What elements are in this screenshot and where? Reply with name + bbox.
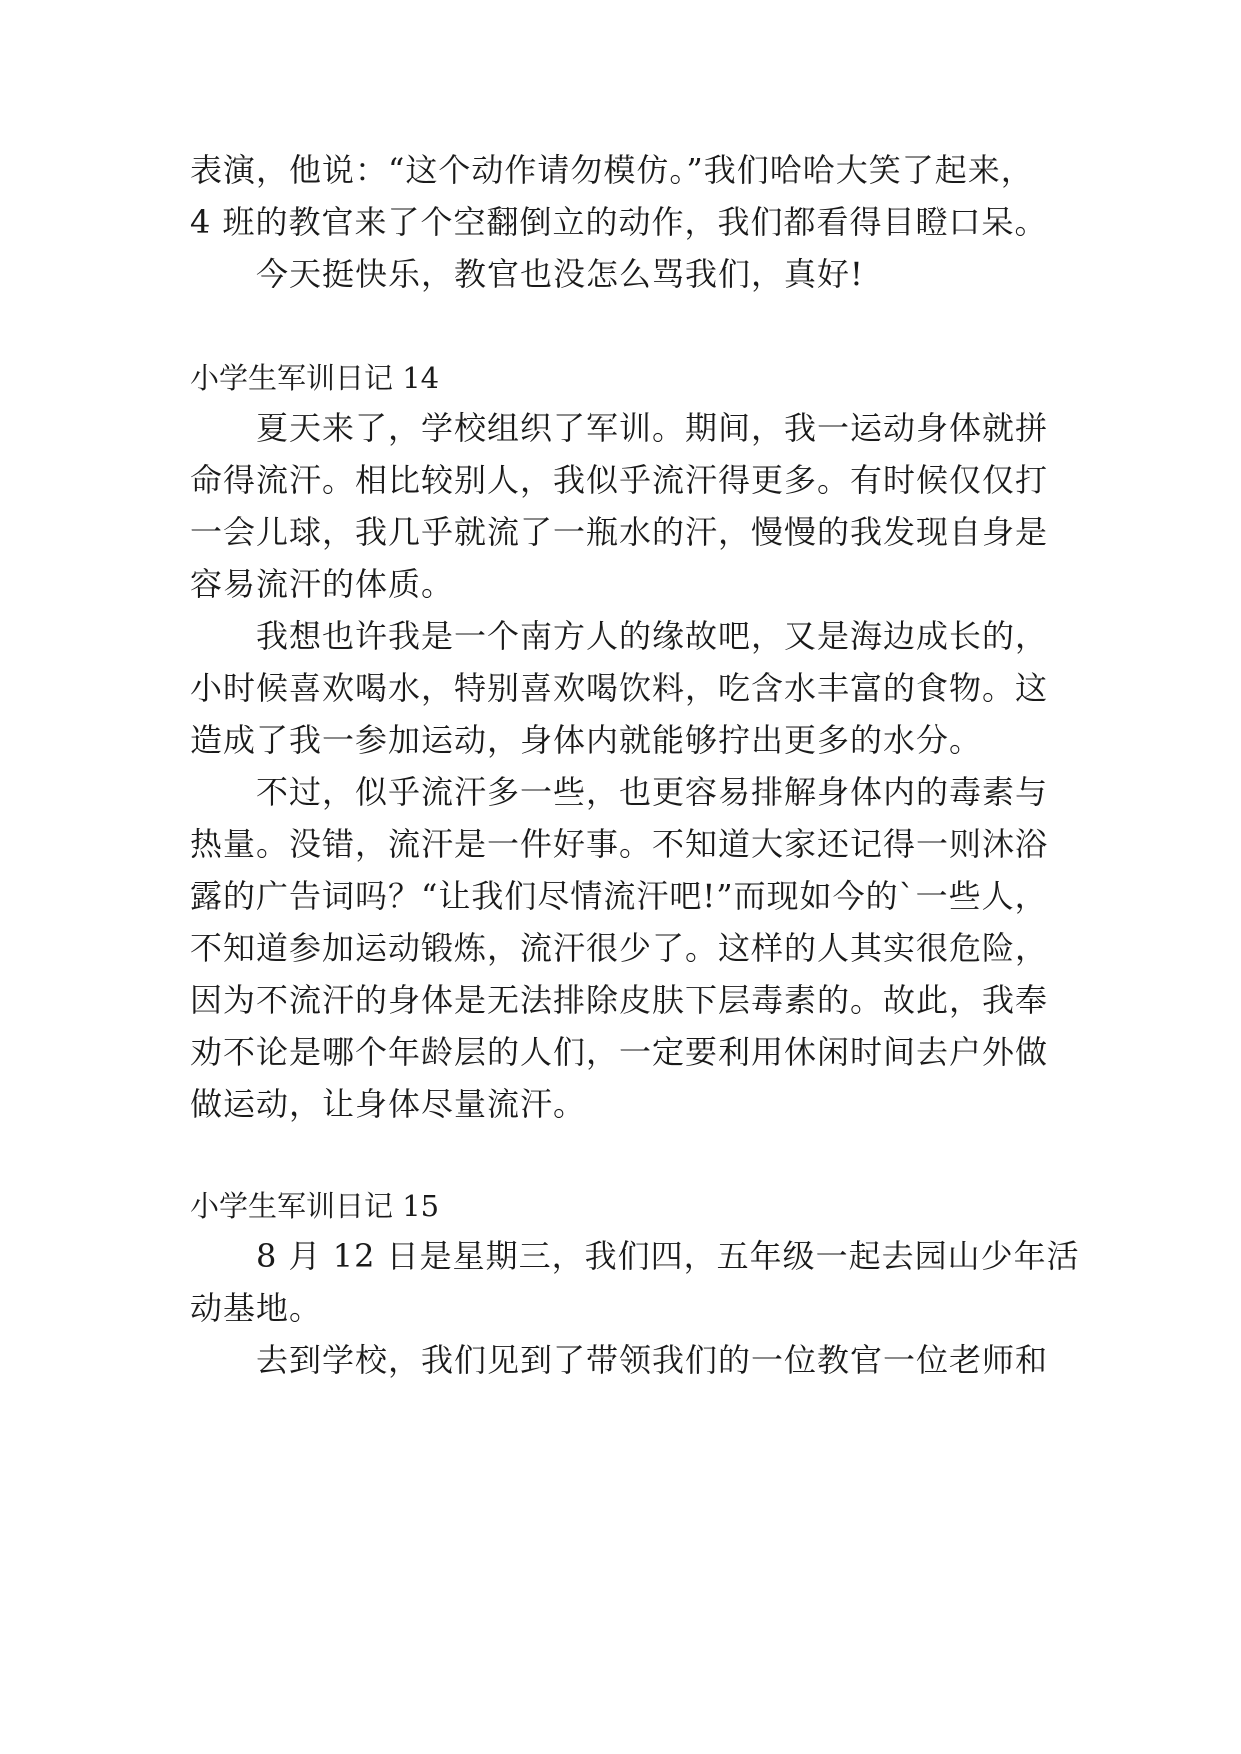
text-line: 劝不论是哪个年龄层的人们，一定要利用休闲时间去户外做 xyxy=(190,1033,1049,1071)
text-line: 小时候喜欢喝水，特别喜欢喝饮料，吃含水丰富的食物。这 xyxy=(190,669,1049,707)
text-line: 我想也许我是一个南方人的缘故吧，又是海边成长的， xyxy=(256,617,1049,655)
text-line: 命得流汗。相比较别人，我似乎流汗得更多。有时候仅仅打 xyxy=(190,461,1049,499)
text-line: 表演，他说：“这个动作请勿模仿。”我们哈哈大笑了起来， xyxy=(190,151,1034,189)
text-line: 造成了我一参加运动，身体内就能够拧出更多的水分。 xyxy=(190,721,983,759)
section-title: 小学生军训日记 14 xyxy=(190,361,440,395)
text-line: 露的广告词吗？“让我们尽情流汗吧!”而现如今的`一些人， xyxy=(190,877,1048,915)
text-line: 4 班的教官来了个空翻倒立的动作，我们都看得目瞪口呆。 xyxy=(190,203,1048,241)
text-line: 夏天来了，学校组织了军训。期间，我一运动身体就拼 xyxy=(256,409,1049,447)
text-line: 容易流汗的体质。 xyxy=(190,565,455,603)
text-line: 不过，似乎流汗多一些，也更容易排解身体内的毒素与 xyxy=(256,773,1049,811)
text-line: 不知道参加运动锻炼，流汗很少了。这样的人其实很危险， xyxy=(190,929,1049,967)
text-line: 热量。没错，流汗是一件好事。不知道大家还记得一则沐浴 xyxy=(190,825,1049,863)
text-line: 做运动，让身体尽量流汗。 xyxy=(190,1085,587,1123)
text-line: 动基地。 xyxy=(190,1289,323,1327)
section-title: 小学生军训日记 15 xyxy=(190,1189,440,1223)
text-line: 一会儿球，我几乎就流了一瓶水的汗，慢慢的我发现自身是 xyxy=(190,513,1049,551)
text-line: 8 月 12 日是星期三，我们四，五年级一起去园山少年活 xyxy=(256,1237,1080,1275)
text-line: 因为不流汗的身体是无法排除皮肤下层毒素的。故此，我奉 xyxy=(190,981,1049,1019)
text-line: 今天挺快乐，教官也没怎么骂我们，真好! xyxy=(256,255,864,293)
text-line: 去到学校，我们见到了带领我们的一位教官一位老师和 xyxy=(256,1341,1049,1379)
